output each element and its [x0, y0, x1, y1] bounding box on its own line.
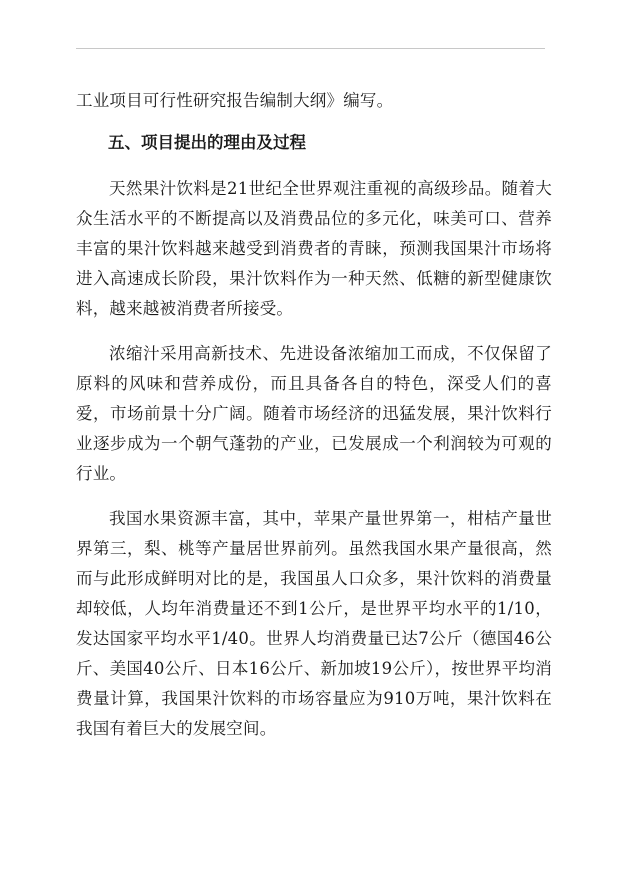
section-heading: 五、项目提出的理由及过程: [108, 133, 306, 152]
lead-text: 工业项目可行性研究报告编制大纲》编写。: [76, 91, 394, 110]
paragraph-intro: 天然果汁饮料是21世纪全世界观注重视的高级珍品。随着大众生活水平的不断提高以及消费品位的多元化，味美可口、营养丰富的果汁饮料越来越受到消费者的青睐，预测我国果汁市场将进入高速成长阶段，果汁饮料作为一种天然、低糖的新型健康饮料，越来越被消费者所接受。: [76, 179, 552, 318]
header-divider: [76, 48, 545, 49]
paragraph-market: 我国水果资源丰富，其中，苹果产量世界第一，柑桔产量世界第三，梨、桃等产量居世界前列。虽然我国水果产量很高，然而与此形成鲜明对比的是，我国虽人口众多，果汁饮料的消费量却较低，人均年消费量还不到1公斤，是世界平均水平的1/10，发达国家平均水平1/40。世界人均消费量已达7公斤（德国46公斤、美国40公斤、日本16公斤、新加坡19公斤），按世界平均消费量计算，我国果汁饮料的市场容量应为910万吨，果汁饮料在我国有着巨大的发展空间。: [76, 509, 552, 738]
paragraph-concentrate: 浓缩汁采用高新技术、先进设备浓缩加工而成，不仅保留了原料的风味和营养成份，而且具备各自的特色，深受人们的喜爱，市场前景十分广阔。随着市场经济的迅猛发展，果汁饮料行业逐步成为一个朝气蓬勃的产业，已发展成一个利润较为可观的行业。: [76, 344, 552, 483]
document-body: [76, 86, 552, 759]
